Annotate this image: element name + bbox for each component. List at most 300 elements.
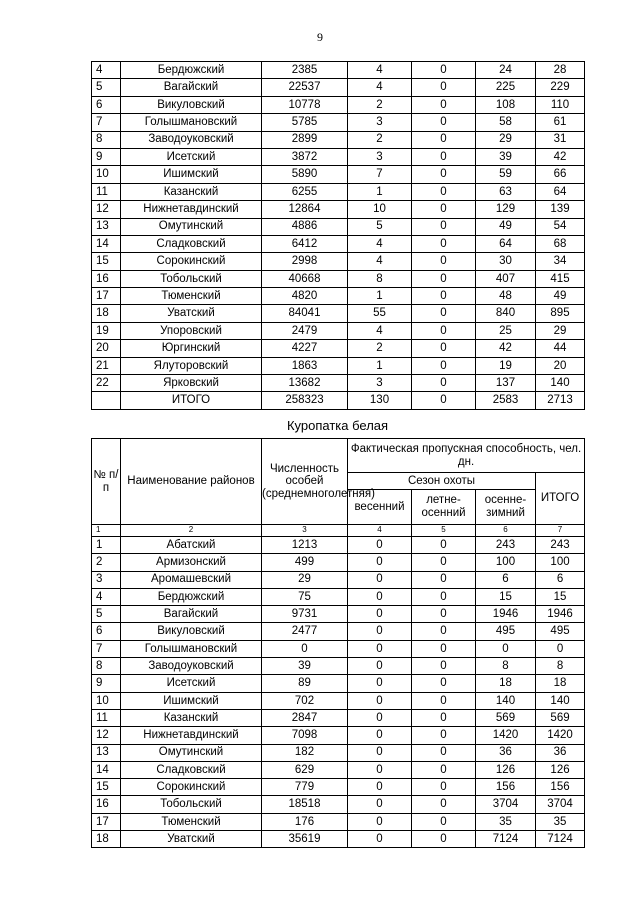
- table-row: [92, 375, 585, 392]
- table-cell: Сладковский: [121, 761, 262, 778]
- table-cell: 0: [412, 218, 476, 235]
- table-cell: Ялуторовский: [121, 357, 262, 374]
- table-cell: 6412: [262, 235, 348, 252]
- table-cell: 0: [348, 658, 412, 675]
- table-cell: 9: [92, 675, 121, 692]
- table-cell: 15: [476, 588, 536, 605]
- table-cell: 0: [412, 166, 476, 183]
- table-cell: 29: [262, 571, 348, 588]
- table-row: [92, 554, 585, 571]
- table-row: [92, 253, 585, 270]
- table-row: [92, 640, 585, 657]
- table-cell: 0: [412, 761, 476, 778]
- table-cell: 8: [476, 658, 536, 675]
- table-cell: 0: [412, 340, 476, 357]
- table-row: [92, 831, 585, 848]
- table-cell: 12: [92, 727, 121, 744]
- table-cell: 156: [476, 779, 536, 796]
- table-cell: 0: [348, 588, 412, 605]
- table-cell: 13: [92, 218, 121, 235]
- table-cell: 1: [348, 357, 412, 374]
- table-cell: 63: [476, 183, 536, 200]
- table-cell: 15: [536, 588, 585, 605]
- table-row: [92, 340, 585, 357]
- table-cell: 5: [348, 218, 412, 235]
- table-row: [92, 62, 585, 79]
- table-cell: 499: [262, 554, 348, 571]
- table-cell: 6: [92, 623, 121, 640]
- table-row: [92, 166, 585, 183]
- table-hunting-capacity-previous: [91, 61, 585, 410]
- table-cell: Ишимский: [121, 692, 262, 709]
- table-row: [92, 114, 585, 131]
- table-cell: 6255: [262, 183, 348, 200]
- table-cell: 64: [536, 183, 585, 200]
- table-cell: 21: [92, 357, 121, 374]
- table-cell: 64: [476, 235, 536, 252]
- table-cell: 2: [121, 525, 262, 537]
- table-cell: 0: [348, 606, 412, 623]
- table-cell: 6: [476, 571, 536, 588]
- table-cell: 7: [92, 640, 121, 657]
- table-cell: 0: [348, 744, 412, 761]
- table-cell: 2: [348, 340, 412, 357]
- table-cell: 0: [412, 62, 476, 79]
- table-cell: 702: [262, 692, 348, 709]
- table-cell: 1420: [476, 727, 536, 744]
- table-cell: 2998: [262, 253, 348, 270]
- table-cell: 7124: [476, 831, 536, 848]
- table-row: [92, 322, 585, 339]
- table-cell: 4: [348, 322, 412, 339]
- table-cell: 2479: [262, 322, 348, 339]
- table-cell: Викуловский: [121, 96, 262, 113]
- table-cell: 0: [412, 183, 476, 200]
- table-cell: 110: [536, 96, 585, 113]
- table-row: [92, 201, 585, 218]
- table-cell: 18: [536, 675, 585, 692]
- table-cell: 0: [412, 253, 476, 270]
- table-cell: 48: [476, 288, 536, 305]
- table-cell: 4886: [262, 218, 348, 235]
- table-cell: 0: [412, 375, 476, 392]
- table-cell: 100: [476, 554, 536, 571]
- table-cell: 42: [476, 340, 536, 357]
- table-cell: 3: [348, 148, 412, 165]
- table-cell: 2: [348, 131, 412, 148]
- table-row: [92, 658, 585, 675]
- table-cell: 0: [412, 727, 476, 744]
- table-cell: 11: [92, 183, 121, 200]
- table-cell: 0: [412, 235, 476, 252]
- table-cell: 3704: [476, 796, 536, 813]
- table-cell: 25: [476, 322, 536, 339]
- table-cell: 2477: [262, 623, 348, 640]
- table-cell: 243: [476, 537, 536, 554]
- table-row: [92, 525, 585, 537]
- table-cell: 19: [92, 322, 121, 339]
- table-cell: 0: [412, 831, 476, 848]
- table-cell: 54: [536, 218, 585, 235]
- header-num: № п/п: [92, 439, 121, 525]
- table-row: [92, 305, 585, 322]
- table-cell: 126: [536, 761, 585, 778]
- table-cell: 4: [348, 235, 412, 252]
- table-cell: Тюменский: [121, 813, 262, 830]
- table-row: [92, 744, 585, 761]
- table-cell: 0: [412, 96, 476, 113]
- table-cell: 0: [412, 744, 476, 761]
- table-cell: Казанский: [121, 183, 262, 200]
- table-cell: 31: [536, 131, 585, 148]
- table-cell: 0: [412, 606, 476, 623]
- table-cell: 100: [536, 554, 585, 571]
- table-cell: 35: [476, 813, 536, 830]
- table-cell: Тюменский: [121, 288, 262, 305]
- table-cell: 140: [476, 692, 536, 709]
- table-cell: 0: [348, 537, 412, 554]
- table-cell: Сорокинский: [121, 253, 262, 270]
- table-cell: 0: [262, 640, 348, 657]
- table-cell: 895: [536, 305, 585, 322]
- table-cell: 5890: [262, 166, 348, 183]
- table-cell: Уватский: [121, 831, 262, 848]
- table-white-partridge: [91, 438, 585, 848]
- table-cell: 75: [262, 588, 348, 605]
- table-row: [92, 813, 585, 830]
- table2-caption: Куропатка белая: [286, 418, 389, 433]
- table-cell: 3872: [262, 148, 348, 165]
- table-cell: 176: [262, 813, 348, 830]
- table-cell: Казанский: [121, 709, 262, 726]
- table-cell: 0: [348, 796, 412, 813]
- table-cell: 0: [348, 813, 412, 830]
- table-cell: Аромашевский: [121, 571, 262, 588]
- table-cell: 44: [536, 340, 585, 357]
- table-cell: Голышмановский: [121, 640, 262, 657]
- table-row: [92, 537, 585, 554]
- table-cell: 14: [92, 761, 121, 778]
- table-row: [92, 709, 585, 726]
- table-cell: 1946: [476, 606, 536, 623]
- table-cell: 569: [476, 709, 536, 726]
- table-cell: 0: [348, 554, 412, 571]
- table-cell: 0: [536, 640, 585, 657]
- table-cell: 7098: [262, 727, 348, 744]
- table-cell: 4: [92, 62, 121, 79]
- table-cell: Тобольский: [121, 796, 262, 813]
- table-row: [92, 606, 585, 623]
- table-cell: 140: [536, 375, 585, 392]
- table-cell: 36: [536, 744, 585, 761]
- header-autumn-winter: осенне-зимний: [476, 490, 536, 525]
- table-row: [92, 357, 585, 374]
- table-cell: 0: [348, 779, 412, 796]
- table-cell: 39: [476, 148, 536, 165]
- table-row: [92, 270, 585, 287]
- table-cell: Абатский: [121, 537, 262, 554]
- table-cell: 29: [536, 322, 585, 339]
- table-cell: 8: [536, 658, 585, 675]
- table-cell: Нижнетавдинский: [121, 201, 262, 218]
- table-cell: 0: [348, 761, 412, 778]
- table-cell: 0: [412, 813, 476, 830]
- table-cell: 89: [262, 675, 348, 692]
- table-cell: 3: [262, 525, 348, 537]
- table-cell: Викуловский: [121, 623, 262, 640]
- table-cell: 407: [476, 270, 536, 287]
- table-cell: 1: [348, 288, 412, 305]
- table-cell: 14: [92, 235, 121, 252]
- table-cell: 2899: [262, 131, 348, 148]
- table-cell: 3: [348, 114, 412, 131]
- table-cell: 0: [348, 623, 412, 640]
- table-cell: 0: [348, 640, 412, 657]
- table-cell: 258323: [262, 392, 348, 409]
- table-cell: Нижнетавдинский: [121, 727, 262, 744]
- table-cell: Юргинский: [121, 340, 262, 357]
- table-cell: Заводоуковский: [121, 131, 262, 148]
- table-cell: 495: [476, 623, 536, 640]
- table-row: [92, 288, 585, 305]
- table-cell: 10: [348, 201, 412, 218]
- table-cell: Исетский: [121, 675, 262, 692]
- table-cell: 28: [536, 62, 585, 79]
- table-cell: 5785: [262, 114, 348, 131]
- table-cell: 18518: [262, 796, 348, 813]
- table-cell: 0: [348, 727, 412, 744]
- table-cell: Исетский: [121, 148, 262, 165]
- table-row: [92, 183, 585, 200]
- table-cell: 140: [536, 692, 585, 709]
- table-cell: Бердюжский: [121, 588, 262, 605]
- table-cell: 59: [476, 166, 536, 183]
- table-cell: 2713: [536, 392, 585, 409]
- table2-body: [92, 525, 585, 848]
- table-cell: 84041: [262, 305, 348, 322]
- table-cell: 0: [412, 270, 476, 287]
- header-spring: весенний: [348, 490, 412, 525]
- table-cell: Заводоуковский: [121, 658, 262, 675]
- table-cell: 20: [536, 357, 585, 374]
- table-cell: 1: [348, 183, 412, 200]
- table-cell: 35619: [262, 831, 348, 848]
- table-cell: 20: [92, 340, 121, 357]
- table-cell: 1420: [536, 727, 585, 744]
- table-cell: Омутинский: [121, 218, 262, 235]
- table-cell: 129: [476, 201, 536, 218]
- table-cell: 0: [412, 692, 476, 709]
- table-cell: 0: [412, 288, 476, 305]
- table-cell: 156: [536, 779, 585, 796]
- table-cell: 5: [92, 79, 121, 96]
- table-cell: 569: [536, 709, 585, 726]
- table-cell: 4227: [262, 340, 348, 357]
- table-cell: 229: [536, 79, 585, 96]
- table-cell: 0: [412, 675, 476, 692]
- table-cell: 7: [92, 114, 121, 131]
- table-cell: 4: [348, 62, 412, 79]
- table2-header: [92, 439, 585, 525]
- table-cell: 40668: [262, 270, 348, 287]
- table-cell: [92, 392, 121, 409]
- table-cell: 0: [476, 640, 536, 657]
- table-cell: 6: [536, 571, 585, 588]
- table-cell: 7: [536, 525, 585, 537]
- table-cell: 3704: [536, 796, 585, 813]
- table-cell: 0: [412, 79, 476, 96]
- table-cell: 0: [412, 554, 476, 571]
- table-row: [92, 779, 585, 796]
- table-cell: 0: [412, 357, 476, 374]
- table-row: [92, 218, 585, 235]
- table-cell: 12: [92, 201, 121, 218]
- header-name: Наименование районов: [121, 439, 262, 525]
- table-cell: 16: [92, 796, 121, 813]
- table-cell: 130: [348, 392, 412, 409]
- table-cell: 0: [412, 658, 476, 675]
- table-row: [92, 79, 585, 96]
- table-cell: 0: [412, 640, 476, 657]
- table-cell: 243: [536, 537, 585, 554]
- table-cell: 2: [348, 96, 412, 113]
- table-cell: 10778: [262, 96, 348, 113]
- table-cell: 2: [92, 554, 121, 571]
- table-cell: 4: [92, 588, 121, 605]
- table-cell: Уватский: [121, 305, 262, 322]
- table-cell: 18: [476, 675, 536, 692]
- table-cell: 495: [536, 623, 585, 640]
- table-cell: 2583: [476, 392, 536, 409]
- table-cell: Упоровский: [121, 322, 262, 339]
- table-cell: 66: [536, 166, 585, 183]
- table-cell: 9: [92, 148, 121, 165]
- table-cell: 5: [412, 525, 476, 537]
- table-cell: 139: [536, 201, 585, 218]
- table-cell: 779: [262, 779, 348, 796]
- table-cell: 3: [348, 375, 412, 392]
- table-row: [92, 692, 585, 709]
- table-cell: 4: [348, 525, 412, 537]
- table-cell: 8: [348, 270, 412, 287]
- table-cell: 22537: [262, 79, 348, 96]
- table-cell: 49: [536, 288, 585, 305]
- table-cell: 0: [412, 392, 476, 409]
- table-cell: 19: [476, 357, 536, 374]
- table-cell: 1: [92, 525, 121, 537]
- table-cell: 7: [348, 166, 412, 183]
- table-cell: 61: [536, 114, 585, 131]
- table-cell: Бердюжский: [121, 62, 262, 79]
- table-cell: 6: [476, 525, 536, 537]
- table-cell: 182: [262, 744, 348, 761]
- table-cell: 0: [348, 692, 412, 709]
- table-cell: 0: [412, 322, 476, 339]
- table-cell: 34: [536, 253, 585, 270]
- table-cell: Вагайский: [121, 606, 262, 623]
- table-cell: 42: [536, 148, 585, 165]
- table-cell: 39: [262, 658, 348, 675]
- table-row: [92, 96, 585, 113]
- table-cell: 0: [412, 305, 476, 322]
- table-cell: 68: [536, 235, 585, 252]
- table-cell: 1863: [262, 357, 348, 374]
- table-cell: 0: [348, 831, 412, 848]
- table-cell: 0: [412, 537, 476, 554]
- page-number: 9: [317, 30, 323, 44]
- table-cell: 15: [92, 779, 121, 796]
- table-cell: 0: [412, 796, 476, 813]
- table-cell: 10: [92, 166, 121, 183]
- table-row: [92, 148, 585, 165]
- table-cell: 840: [476, 305, 536, 322]
- table-row: [92, 675, 585, 692]
- table-cell: 4820: [262, 288, 348, 305]
- table-cell: 6: [92, 96, 121, 113]
- table-cell: 49: [476, 218, 536, 235]
- table-cell: 35: [536, 813, 585, 830]
- table-cell: 17: [92, 288, 121, 305]
- table-cell: 18: [92, 305, 121, 322]
- table-cell: 13682: [262, 375, 348, 392]
- table-cell: 2385: [262, 62, 348, 79]
- table-cell: 8: [92, 131, 121, 148]
- table-cell: 11: [92, 709, 121, 726]
- table-row: [92, 131, 585, 148]
- table-cell: 13: [92, 744, 121, 761]
- header-season: Сезон охоты: [348, 473, 536, 490]
- table-row: [92, 761, 585, 778]
- table-row: [92, 623, 585, 640]
- table-cell: 126: [476, 761, 536, 778]
- table-cell: 30: [476, 253, 536, 270]
- table-cell: 0: [412, 148, 476, 165]
- table-cell: 2847: [262, 709, 348, 726]
- table-cell: 1946: [536, 606, 585, 623]
- table-cell: 0: [412, 571, 476, 588]
- header-population: Численность особей (среднемноголетняя): [262, 439, 348, 525]
- table-row: [92, 727, 585, 744]
- table-row: [92, 571, 585, 588]
- table-cell: 225: [476, 79, 536, 96]
- table-cell: ИТОГО: [121, 392, 262, 409]
- table-cell: 18: [92, 831, 121, 848]
- header-summer-autumn: летне-осенний: [412, 490, 476, 525]
- table-cell: 7124: [536, 831, 585, 848]
- table-cell: Ишимский: [121, 166, 262, 183]
- table-cell: 17: [92, 813, 121, 830]
- table-cell: 58: [476, 114, 536, 131]
- table-cell: 108: [476, 96, 536, 113]
- table-cell: Армизонский: [121, 554, 262, 571]
- table-row: [92, 796, 585, 813]
- header-total: ИТОГО: [536, 473, 585, 525]
- table-cell: 0: [412, 201, 476, 218]
- table-cell: 629: [262, 761, 348, 778]
- table-cell: 29: [476, 131, 536, 148]
- table-cell: 22: [92, 375, 121, 392]
- table-cell: Ярковский: [121, 375, 262, 392]
- table-cell: Омутинский: [121, 744, 262, 761]
- table-cell: 415: [536, 270, 585, 287]
- table-cell: 12864: [262, 201, 348, 218]
- table-cell: 0: [348, 675, 412, 692]
- table-row: [92, 235, 585, 252]
- table-cell: 5: [92, 606, 121, 623]
- table-cell: 36: [476, 744, 536, 761]
- table-cell: 15: [92, 253, 121, 270]
- table-cell: Тобольский: [121, 270, 262, 287]
